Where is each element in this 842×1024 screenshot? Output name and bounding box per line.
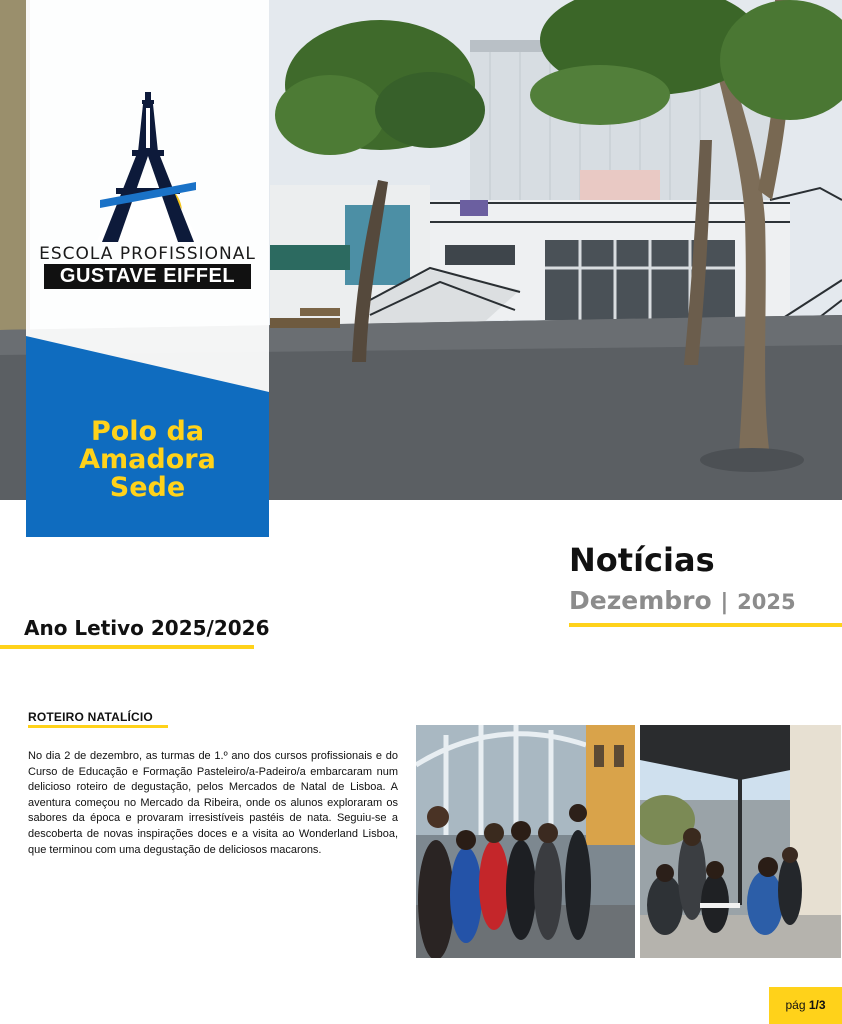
campus-line-3: Sede [109, 472, 186, 503]
cafe-students-photo [640, 725, 841, 958]
logo-panel [26, 0, 269, 537]
campus-name [26, 418, 269, 502]
page-label: pág [785, 998, 806, 1012]
section-underline [28, 725, 168, 728]
newsletter-title: Notícias [569, 541, 715, 579]
market-students-photo [416, 725, 635, 958]
date-separator: | [720, 590, 729, 615]
page-number: 1/3 [808, 998, 826, 1012]
section-heading: ROTEIRO NATALÍCIO [28, 710, 153, 724]
newsletter-date [569, 586, 796, 615]
campus-line-1: Polo da [90, 416, 205, 447]
market-interior-image [416, 725, 635, 958]
newsletter-underline [569, 623, 842, 627]
newsletter-month: Dezembro [569, 586, 712, 615]
street-cafe-image [640, 725, 841, 958]
school-year: Ano Letivo 2025/2026 [24, 616, 270, 640]
newsletter-year: 2025 [737, 590, 796, 614]
school-year-underline [0, 645, 254, 649]
article-body: No dia 2 de dezembro, as turmas de 1.º ano dos cursos profissionais e do Curso de Educação e Formação Pasteleiro/a-Padeiro/a embarcaram num delicioso roteiro de degustação, pelos Mercados de Natal de Lisboa. A aventura começou no Mercado da Ribeira, onde os alunos exploraram os sabores da época e provaram irresistíveis pastéis de nata. Seguiu-se a descoberta de novas inspirações doces e a visita ao Wonderland Lisboa, que terminou com uma degustação de deliciosos macarons. [28, 750, 398, 856]
school-name-line2: GUSTAVE EIFFEL [44, 264, 251, 289]
eiffel-tower-logo-icon [96, 92, 200, 252]
campus-line-2: Amadora [79, 444, 216, 475]
page-number-badge [769, 987, 842, 1024]
school-name-line1: ESCOLA PROFISSIONAL [39, 244, 256, 264]
